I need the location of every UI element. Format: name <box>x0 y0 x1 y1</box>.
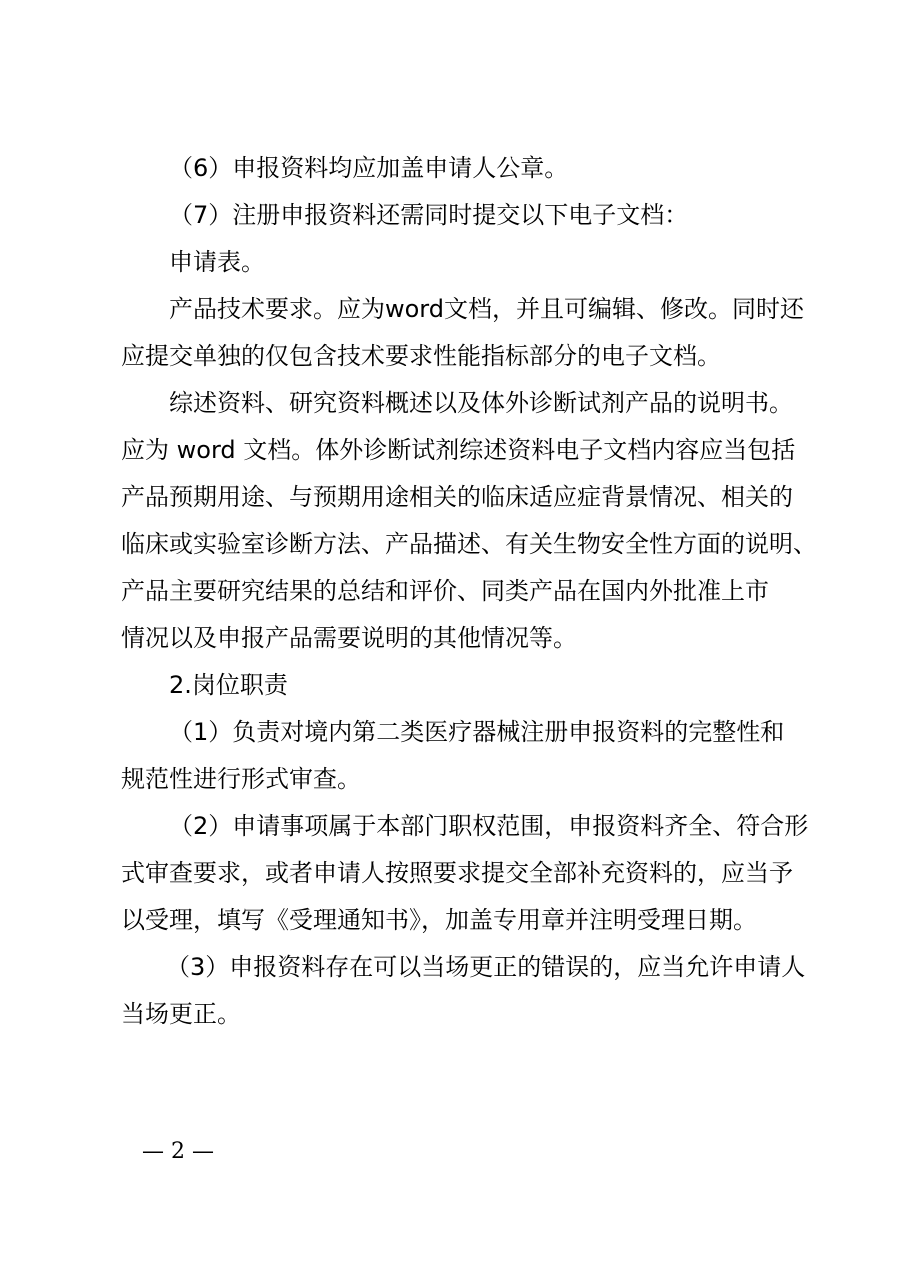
paragraph-line: （2）申请事项属于本部门职权范围，申报资料齐全、符合形 <box>169 812 809 840</box>
paragraph-line: （3）申报资料存在可以当场更正的错误的，应当允许申请人 <box>166 953 806 981</box>
paragraph-line: （6）申报资料均应加盖申请人公章。 <box>169 154 569 182</box>
paragraph-line: 当场更正。 <box>121 1000 241 1028</box>
paragraph-line: 应提交单独的仅包含技术要求性能指标部分的电子文档。 <box>121 342 721 370</box>
paragraph-line: 综述资料、研究资料概述以及体外诊断试剂产品的说明书。 <box>169 389 793 417</box>
section-heading: 2.岗位职责 <box>169 671 288 699</box>
paragraph-line: 规范性进行形式审查。 <box>121 765 361 793</box>
paragraph-line: 申请表。 <box>169 248 265 276</box>
page-number: — 2 — <box>142 1139 214 1164</box>
paragraph-line: 产品技术要求。应为word文档，并且可编辑、修改。同时还 <box>169 295 804 323</box>
paragraph-line: 以受理，填写《受理通知书》，加盖专用章并注明受理日期。 <box>121 906 757 934</box>
paragraph-line: 临床或实验室诊断方法、产品描述、有关生物安全性方面的说明、 <box>121 530 817 558</box>
paragraph-line: 产品主要研究结果的总结和评价、同类产品在国内外批准上市 <box>121 577 769 605</box>
paragraph-line: （1）负责对境内第二类医疗器械注册申报资料的完整性和 <box>169 718 785 746</box>
paragraph-line: 式审查要求，或者申请人按照要求提交全部补充资料的，应当予 <box>121 859 793 887</box>
document-body <box>121 145 817 1038</box>
paragraph-line: （7）注册申报资料还需同时提交以下电子文档： <box>169 201 689 229</box>
paragraph-line: 情况以及申报产品需要说明的其他情况等。 <box>121 624 577 652</box>
paragraph-line: 应为 word 文档。体外诊断试剂综述资料电子文档内容应当包括 <box>121 436 796 464</box>
paragraph-line: 产品预期用途、与预期用途相关的临床适应症背景情况、相关的 <box>121 483 793 511</box>
